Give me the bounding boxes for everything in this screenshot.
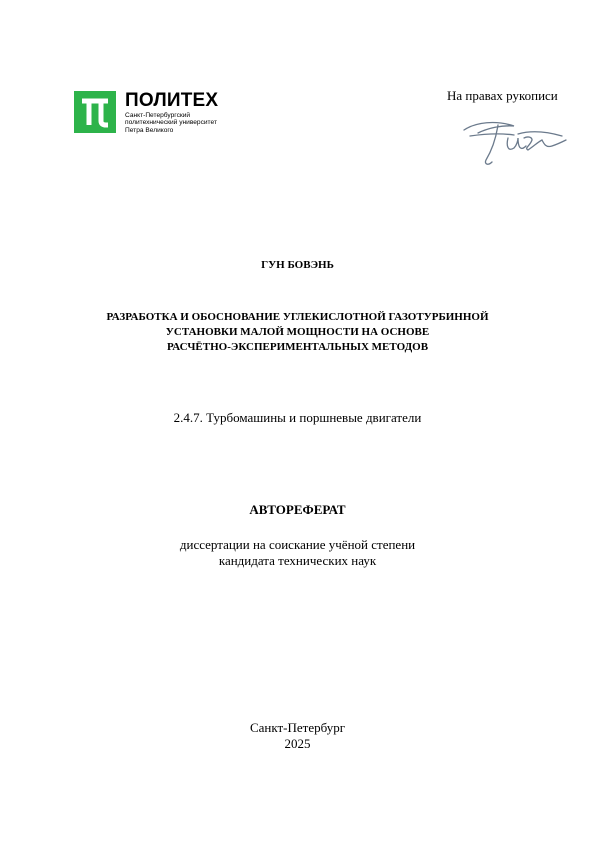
specialty: 2.4.7. Турбомашины и поршневые двигатели bbox=[173, 410, 422, 425]
degree-line: кандидата технических наук bbox=[218, 553, 377, 568]
degree-line: диссертации на соискание учёной степени bbox=[179, 537, 416, 552]
title-line: РАСЧЁТНО-ЭКСПЕРИМЕНТАЛЬНЫХ МЕТОДОВ bbox=[166, 341, 429, 353]
logo-subtitle-line: Петра Великого bbox=[125, 126, 174, 134]
logo-subtitle bbox=[125, 112, 217, 134]
logo-name: ПОЛИТЕХ bbox=[125, 90, 219, 111]
title-line: УСТАНОВКИ МАЛОЙ МОЩНОСТИ НА ОСНОВЕ bbox=[165, 326, 430, 338]
document-type: АВТОРЕФЕРАТ bbox=[249, 502, 346, 517]
title-line: РАЗРАБОТКА И ОБОСНОВАНИЕ УГЛЕКИСЛОТНОЙ ГАЗОТУРБИННОЙ bbox=[106, 311, 489, 323]
logo-subtitle-line: Санкт-Петербургский bbox=[125, 112, 191, 119]
university-logo bbox=[74, 91, 254, 133]
author-name: ГУН БОВЭНЬ bbox=[261, 259, 334, 271]
dissertation-title bbox=[0, 310, 595, 355]
degree-description bbox=[0, 537, 595, 569]
city: Санкт-Петербург bbox=[249, 720, 346, 735]
rights-note: На правах рукописи bbox=[447, 88, 558, 103]
year: 2025 bbox=[284, 736, 311, 751]
logo-subtitle-line: политехнический университет bbox=[125, 119, 217, 127]
place-and-year bbox=[0, 720, 595, 752]
handwritten-signature-icon bbox=[462, 116, 568, 172]
pi-letter-icon bbox=[74, 91, 116, 133]
